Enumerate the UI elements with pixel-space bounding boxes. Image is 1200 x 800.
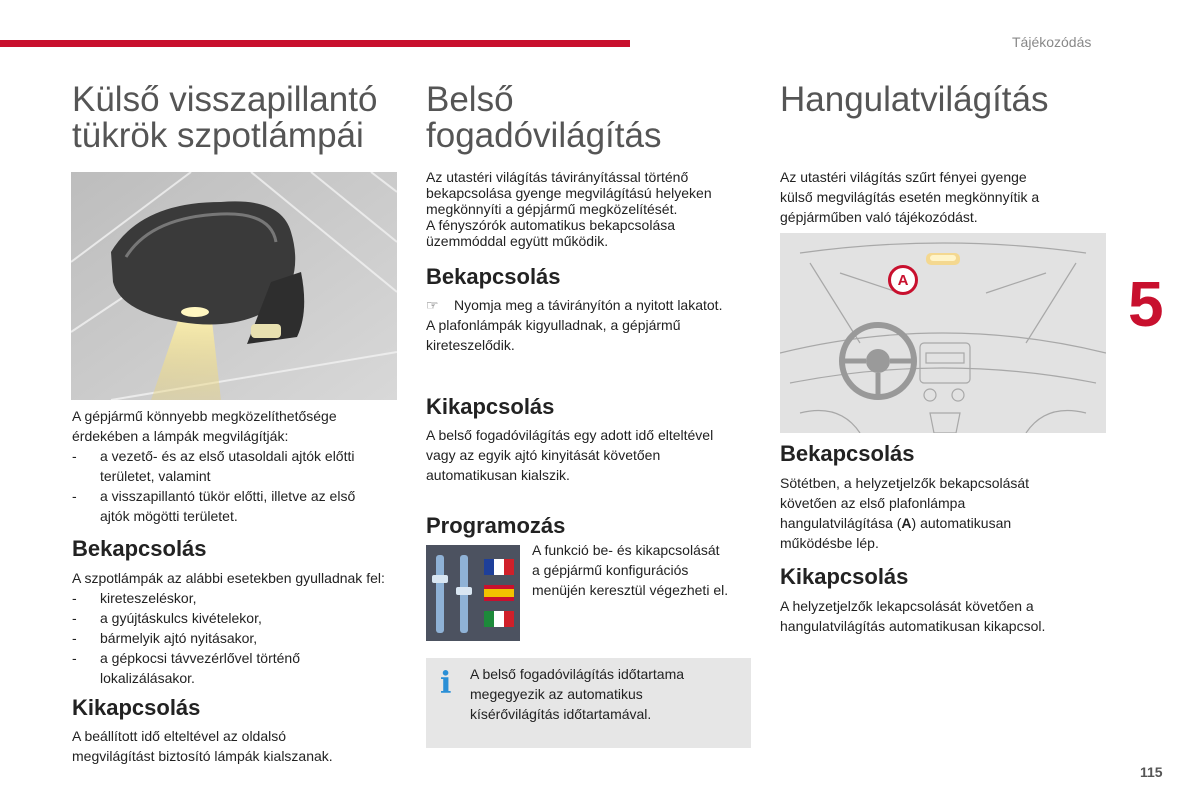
col2-intro-line: megkönnyíti a gépjármű megközelítését. bbox=[426, 201, 678, 217]
list-item-text: ajtók mögötti területet. bbox=[100, 508, 238, 524]
config-menu-image bbox=[426, 545, 520, 641]
col3-on-section bbox=[780, 473, 1110, 553]
col2-intro-line: Az utastéri világítás távirányítással történő bbox=[426, 169, 689, 185]
col2-intro-line: A fényszórók automatikus bekapcsolása bbox=[426, 217, 676, 233]
col1-title-line2: tükrök szpotlámpái bbox=[72, 116, 364, 155]
col2-on-heading: Bekapcsolás bbox=[426, 264, 561, 289]
col3-intro-line: külső megvilágítás esetén megkönnyítik a bbox=[780, 189, 1040, 205]
col3-on-line4: működésbe lép. bbox=[780, 535, 879, 551]
callout-a-label: A bbox=[897, 271, 909, 289]
info-line: megegyezik az automatikus bbox=[470, 686, 643, 702]
chapter-number: 5 bbox=[1128, 268, 1164, 340]
info-note bbox=[426, 658, 751, 748]
col3-on-line3-bold: A bbox=[901, 515, 912, 531]
col2-intro-line: bekapcsolása gyenge megvilágítású helyeken bbox=[426, 185, 712, 201]
section-label: Tájékozódás bbox=[1012, 34, 1092, 50]
col3-on-line3-post: ) automatikusan bbox=[911, 515, 1012, 531]
col3-on-line3 bbox=[780, 513, 1110, 533]
col2-off-section bbox=[426, 425, 756, 485]
list-item: - bármelyik ajtó nyitásakor, bbox=[72, 628, 402, 648]
col3-on-line3-pre: hangulatvilágítása ( bbox=[780, 515, 902, 531]
col2-off-heading: Kikapcsolás bbox=[426, 394, 555, 419]
col3-off-heading: Kikapcsolás bbox=[780, 564, 909, 589]
header-accent-bar bbox=[0, 40, 630, 47]
col1-title-line1: Külső visszapillantó bbox=[72, 80, 378, 119]
col2-on-bullet bbox=[426, 295, 756, 315]
col2-prog-heading: Programozás bbox=[426, 513, 566, 538]
col1-intro-line1: A gépjármű könnyebb megközelíthetősége bbox=[72, 408, 337, 424]
col1-on-section bbox=[72, 568, 402, 688]
page-number: 115 bbox=[1140, 764, 1163, 780]
col1-off-line2: megvilágítást biztosító lámpák kialszanak. bbox=[72, 748, 333, 764]
col3-off-line1: A helyzetjelzők lekapcsolását követően a bbox=[780, 598, 1034, 614]
col2-title-line1: Belső bbox=[426, 80, 514, 119]
col1-off-text bbox=[72, 726, 402, 766]
info-text bbox=[470, 664, 740, 724]
col3-off-section bbox=[780, 596, 1110, 636]
config-menu-illustration bbox=[426, 545, 520, 641]
col3-off-line2: hangulatvilágítás automatikusan kikapcsol. bbox=[780, 618, 1046, 634]
list-item-text: a visszapillantó tükör előtti, illetve az első bbox=[100, 488, 356, 504]
col2-prog-line: A funkció be- és kikapcsolását bbox=[532, 542, 720, 558]
col2-intro-line: üzemmóddal együtt működik. bbox=[426, 233, 609, 249]
col3-on-heading: Bekapcsolás bbox=[780, 441, 915, 466]
list-item: - a gyújtáskulcs kivételekor, bbox=[72, 608, 402, 628]
col1-intro-list bbox=[72, 446, 402, 526]
col1-on-heading: Bekapcsolás bbox=[72, 536, 207, 561]
mirror-illustration bbox=[71, 172, 397, 400]
col2-intro bbox=[426, 169, 756, 249]
list-item: - kireteszeléskor, bbox=[72, 588, 402, 608]
list-item bbox=[72, 648, 402, 688]
cabin-illustration bbox=[780, 233, 1106, 433]
col2-prog-text bbox=[532, 540, 757, 600]
info-icon: i bbox=[440, 666, 452, 701]
col2-title bbox=[426, 82, 661, 154]
col3-title: Hangulatvilágítás bbox=[780, 80, 1049, 119]
list-item-text: a vezető- és az első utasoldali ajtók előtti bbox=[100, 448, 355, 464]
col2-prog-line: menüjén keresztül végezheti el. bbox=[532, 582, 729, 598]
col2-on-line1: A plafonlámpák kigyulladnak, a gépjármű bbox=[426, 317, 681, 333]
col2-off-line: A belső fogadóvilágítás egy adott idő elteltével bbox=[426, 427, 714, 443]
col3-on-line1: Sötétben, a helyzetjelzők bekapcsolását bbox=[780, 475, 1030, 491]
col1-intro bbox=[72, 406, 402, 526]
col1-on-text: A szpotlámpák az alábbi esetekben gyulladnak fel: bbox=[72, 570, 385, 586]
col1-on-list bbox=[72, 588, 402, 688]
col3-intro bbox=[780, 167, 1110, 227]
col1-off-line1: A beállított idő elteltével az oldalsó bbox=[72, 728, 287, 744]
col2-title-line2: fogadóvilágítás bbox=[426, 116, 662, 155]
cabin-ambient-image bbox=[780, 233, 1106, 433]
pointing-hand-icon: ☞ bbox=[426, 297, 439, 313]
callout-a-badge bbox=[888, 265, 918, 295]
list-item-text: a gépkocsi távvezérlővel történő bbox=[100, 650, 300, 666]
col1-intro-line2: érdekében a lámpák megvilágítják: bbox=[72, 428, 289, 444]
col2-on-bullet-text: Nyomja meg a távirányítón a nyitott lakatot. bbox=[454, 297, 723, 313]
col3-intro-line: gépjárműben való tájékozódást. bbox=[780, 209, 978, 225]
list-item-text: lokalizálásakor. bbox=[100, 670, 195, 686]
col2-prog-line: a gépjármű konfigurációs bbox=[532, 562, 689, 578]
col2-on-line2: kireteszelődik. bbox=[426, 337, 515, 353]
info-line: A belső fogadóvilágítás időtartama bbox=[470, 666, 685, 682]
col2-on-section bbox=[426, 295, 756, 355]
list-item-text: területet, valamint bbox=[100, 468, 211, 484]
info-line: kísérővilágítás időtartamával. bbox=[470, 706, 652, 722]
col3-on-line2: követően az első plafonlámpa bbox=[780, 495, 966, 511]
col3-intro-line: Az utastéri világítás szűrt fényei gyenge bbox=[780, 169, 1027, 185]
col1-off-heading: Kikapcsolás bbox=[72, 695, 201, 720]
col1-title bbox=[72, 82, 377, 154]
mirror-spotlight-image bbox=[71, 172, 397, 400]
col2-off-line: vagy az egyik ajtó kinyitását követően bbox=[426, 447, 661, 463]
list-item bbox=[72, 486, 402, 526]
list-item bbox=[72, 446, 402, 486]
col2-off-line: automatikusan kialszik. bbox=[426, 467, 570, 483]
